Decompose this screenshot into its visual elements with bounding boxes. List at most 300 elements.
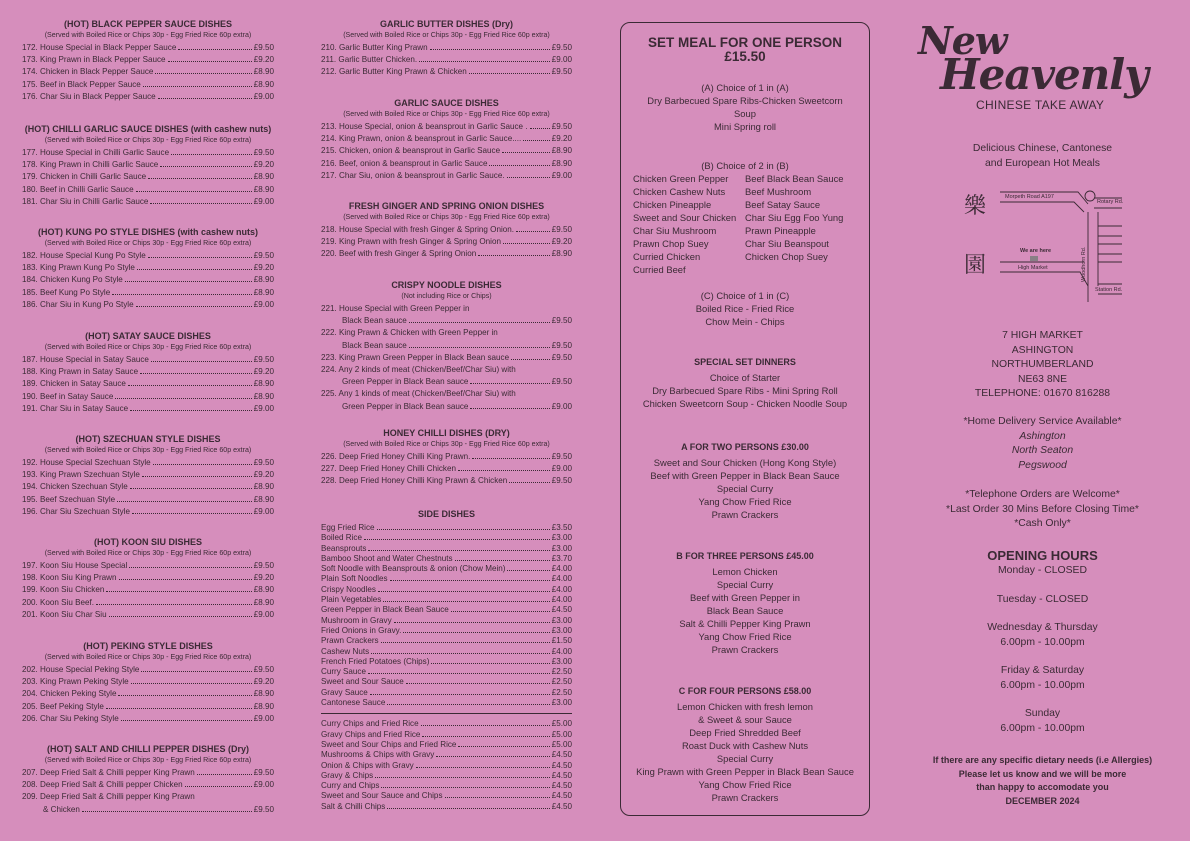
item-price: £9.20 (551, 237, 572, 247)
map-label-high-market: High Market (1018, 265, 1048, 271)
dot-leader (96, 598, 252, 605)
dot-leader (115, 392, 251, 399)
item-price: £3.00 (551, 656, 572, 666)
item-name: Sweet and Sour Sauce and Chips (321, 791, 443, 801)
served-note: (Served with Boiled Rice or Chips 30p - Egg Fried Rice 60p extra) (44, 136, 252, 144)
item-name: 214. King Prawn, onion & beansprout in Garlic Sauce.... (321, 134, 522, 144)
menu-item (22, 79, 274, 91)
dot-leader (387, 802, 549, 809)
section-title: (HOT) SALT AND CHILLI PEPPER DISHES (Dry) (46, 744, 249, 754)
dietary-line: DECEMBER 2024 (1005, 795, 1080, 806)
item-name: 187. House Special in Satay Sauce (22, 355, 149, 364)
menu-item (321, 54, 572, 66)
choice-c-item: Boiled Rice - Fried Rice (695, 303, 795, 314)
item-price: £4.00 (551, 584, 572, 594)
choice-b-item: Chicken Chop Suey (745, 251, 828, 262)
menu-item (321, 647, 572, 657)
item-name: 178. King Prawn in Chilli Garlic Sauce (22, 160, 159, 170)
item-price: £5.00 (551, 719, 572, 729)
dot-leader (381, 636, 550, 643)
menu-section (321, 428, 572, 488)
menu-item (22, 262, 274, 274)
side-dishes-section (321, 509, 572, 812)
menu-item (321, 791, 572, 801)
menu-item (321, 224, 572, 236)
dot-leader (394, 616, 550, 623)
for-two-item: Beef with Green Pepper in Black Bean Sauce (650, 470, 840, 481)
dot-leader (125, 275, 252, 282)
menu-item (22, 366, 274, 378)
for-three-item: Salt & Chilli Pepper King Prawn (679, 618, 811, 629)
dot-leader (416, 761, 550, 768)
choice-b-item: Beef Mushroom (745, 186, 812, 197)
menu-item (22, 287, 274, 299)
item-name: 202. House Special Peking Style (22, 665, 140, 674)
item-name: Plain Soft Noodles (321, 574, 388, 584)
item-name-line: 221. House Special with Green Pepper in (321, 304, 470, 313)
item-price: £9.50 (551, 340, 572, 350)
for-two-title: A FOR TWO PERSONS £30.00 (681, 442, 809, 452)
item-price: £9.00 (253, 609, 274, 619)
item-name: Bamboo Shoot and Water Chestnuts (321, 553, 453, 563)
item-price: £9.50 (551, 67, 572, 77)
menu-item (22, 506, 274, 518)
item-name: 182. House Special Kung Po Style (22, 251, 146, 260)
choice-b-item: Prawn Chop Suey (633, 238, 709, 249)
dot-leader (503, 237, 550, 244)
section-title: (HOT) SATAY SAUCE DISHES (85, 331, 211, 341)
dot-leader (82, 805, 252, 812)
address-line: NORTHUMBERLAND (991, 359, 1094, 370)
item-price: £9.00 (253, 506, 274, 516)
choice-a-item: Dry Barbecued Spare Ribs-Chicken Sweetcorn (647, 95, 843, 106)
menu-item (22, 804, 274, 816)
menu-item (321, 564, 572, 574)
item-name: 188. King Prawn in Satay Sauce (22, 367, 139, 377)
item-price: £8.90 (253, 701, 274, 711)
menu-item (321, 761, 572, 771)
item-name: 213. House Special, onion & beansprout in Garlic Sauce . (321, 122, 528, 131)
item-price: £8.90 (253, 494, 274, 504)
dot-leader (445, 791, 550, 798)
item-price: £9.00 (253, 299, 274, 309)
hours-tuesday: Tuesday - CLOSED (996, 593, 1089, 605)
dot-leader (136, 300, 252, 307)
dot-leader (119, 573, 252, 580)
menu-item (321, 352, 572, 364)
item-name: 200. Koon Siu Beef. (22, 597, 94, 607)
dot-leader (106, 702, 252, 709)
menu-item (321, 595, 572, 605)
dot-leader (523, 134, 550, 141)
svg-text:園: 園 (964, 253, 987, 278)
dot-leader (106, 585, 251, 592)
served-note: (Served with Boiled Rice or Chips 30p - Egg Fried Rice 60p extra) (44, 239, 252, 247)
item-price: £5.00 (551, 739, 572, 749)
item-name: 189. Chicken in Satay Sauce (22, 379, 126, 389)
for-two-item: Prawn Crackers (711, 509, 779, 520)
dot-leader (375, 771, 550, 778)
item-name: 185. Beef Kung Po Style (22, 287, 111, 297)
for-two-item: Sweet and Sour Chicken (Hong Kong Style) (653, 457, 837, 468)
item-name: 191. Char Siu in Satay Sauce (22, 403, 129, 413)
served-note: (Served with Boiled Rice or Chips 30p - Egg Fried Rice 60p extra) (44, 446, 252, 454)
item-name: Prawn Crackers (321, 636, 379, 646)
menu-item (321, 667, 572, 677)
menu-item (321, 463, 572, 475)
item-name: 217. Char Siu, onion & beansprout in Garlic Sauce. (321, 170, 505, 180)
item-name: Boiled Rice (321, 533, 362, 543)
item-name: 215. Chicken, onion & beansprout in Garlic Sauce (321, 146, 501, 156)
menu-item (321, 376, 572, 388)
item-price: £8.90 (551, 249, 572, 259)
dot-leader (109, 610, 252, 617)
served-note: (Served with Boiled Rice or Chips 30p - Egg Fried Rice 60p extra) (343, 110, 550, 118)
for-four-item: Prawn Crackers (711, 792, 779, 803)
hours-sunday: Sunday (1024, 708, 1061, 719)
item-price: £9.20 (253, 573, 274, 583)
dietary-line: If there are any specific dietary needs (i.e Allergies) (932, 755, 1153, 765)
item-name: 175. Beef in Black Pepper Sauce (22, 79, 141, 89)
section-title: (HOT) KOON SIU DISHES (93, 537, 202, 547)
item-name: 216. Beef, onion & beansprout in Garlic Sauce (321, 158, 488, 168)
item-price: £9.50 (253, 768, 274, 777)
for-four-item: Roast Duck with Cashew Nuts (681, 740, 809, 751)
item-name: 199. Koon Siu Chicken (22, 585, 105, 595)
item-name: 226. Deep Fried Honey Chilli King Prawn. (321, 452, 471, 461)
item-price: £4.50 (551, 801, 572, 811)
tagline-line-2: and European Hot Meals (985, 157, 1100, 169)
menu-section (22, 331, 274, 415)
dot-leader (470, 377, 549, 384)
menu-item (321, 636, 572, 646)
dot-leader (151, 355, 252, 362)
dot-leader (371, 647, 550, 654)
section-title: (HOT) KUNG PO STYLE DISHES (with cashew nuts) (37, 227, 259, 237)
for-four-item: Special Curry (716, 753, 774, 764)
item-price: £9.00 (551, 170, 572, 180)
served-note: (Served with Boiled Rice or Chips 30p - Egg Fried Rice 60p extra) (44, 343, 252, 351)
dot-leader (377, 523, 550, 530)
item-price: £2.50 (551, 667, 572, 677)
item-price: £9.50 (551, 452, 572, 461)
dot-leader (406, 677, 550, 684)
item-name: Green Pepper in Black Bean sauce (342, 401, 469, 411)
for-three-item: Beef with Green Pepper in (690, 592, 800, 603)
menu-item (22, 354, 274, 366)
item-name: 173. King Prawn in Black Pepper Sauce (22, 55, 166, 65)
item-name: Crispy Noodles (321, 584, 376, 594)
dot-leader (368, 544, 549, 551)
item-name: Cantonese Sauce (321, 698, 386, 708)
dot-leader (160, 160, 251, 167)
menu-item (22, 597, 274, 609)
menu-section (22, 744, 274, 816)
menu-item (321, 475, 572, 487)
for-four-title: C FOR FOUR PERSONS £58.00 (678, 686, 812, 696)
tagline (900, 142, 1185, 171)
menu-item (321, 574, 572, 584)
item-price: £9.20 (253, 470, 274, 480)
item-price: £9.50 (551, 476, 572, 486)
item-price: £8.90 (253, 391, 274, 401)
menu-item (22, 54, 274, 66)
for-two-item: Special Curry (716, 483, 774, 494)
dietary-line: than happy to accomodate you (976, 782, 1109, 792)
item-price: £9.20 (253, 55, 274, 65)
menu-item (22, 274, 274, 286)
hours-sunday-time: 6.00pm - 10.00pm (1000, 722, 1085, 734)
dot-leader (509, 476, 549, 483)
choice-a-label: (A) Choice of 1 in (A) (701, 82, 789, 93)
menu-section (22, 227, 274, 311)
item-price: £9.50 (551, 122, 572, 131)
menu-item (321, 451, 572, 463)
item-name: 203. King Prawn Peking Style (22, 677, 129, 687)
section-title: (HOT) BLACK PEPPER SAUCE DISHES (63, 19, 233, 29)
menu-item (22, 457, 274, 469)
menu-item (22, 494, 274, 506)
dot-leader (502, 146, 550, 153)
item-name: Curry Sauce (321, 667, 366, 677)
menu-item (321, 315, 572, 327)
for-three-item: Special Curry (716, 579, 774, 590)
item-price: £3.00 (551, 543, 572, 553)
item-price: £9.20 (551, 134, 572, 144)
menu-item (321, 698, 572, 708)
section-title: GARLIC BUTTER DISHES (Dry) (379, 19, 513, 29)
menu-item (321, 771, 572, 781)
for-four-item: Deep Fried Shredded Beef (689, 727, 801, 738)
item-price: £4.00 (551, 646, 572, 656)
menu-item (22, 91, 274, 103)
item-name: 211. Garlic Butter Chicken. (321, 55, 418, 65)
item-price: £9.00 (551, 401, 572, 411)
dot-leader (390, 574, 550, 581)
menu-item (321, 544, 572, 554)
menu-item (22, 391, 274, 403)
item-price: £9.20 (253, 367, 274, 377)
menu-item (22, 481, 274, 493)
menu-item (22, 171, 274, 183)
item-name: 198. Koon Siu King Prawn (22, 573, 117, 583)
dot-leader (148, 172, 252, 179)
dot-leader (403, 626, 549, 633)
item-price: £9.50 (253, 665, 274, 674)
item-price: £9.00 (253, 91, 274, 101)
dot-leader (409, 316, 550, 323)
served-note: (Served with Boiled Rice or Chips 30p - Egg Fried Rice 60p extra) (343, 213, 550, 221)
dot-leader (516, 225, 550, 232)
item-name: 181. Char Siu in Chilli Garlic Sauce (22, 196, 149, 206)
item-price: £8.90 (253, 482, 274, 492)
item-price: £8.90 (253, 67, 274, 77)
item-name-line: 222. King Prawn & Chicken with Green Pepper in (321, 328, 498, 338)
choice-b-item: Beef Black Bean Sauce (745, 173, 844, 184)
item-price: £4.00 (551, 574, 572, 584)
dot-leader (409, 341, 550, 348)
for-three-item: Prawn Crackers (711, 644, 779, 655)
menu-item (321, 121, 572, 133)
choice-b-item: Char Siu Mushroom (633, 225, 717, 236)
item-name: Green Pepper in Black Bean sauce (342, 377, 469, 387)
dot-leader (137, 263, 252, 270)
item-price: £2.50 (551, 677, 572, 687)
dot-leader (370, 688, 550, 695)
item-price: £4.50 (551, 781, 572, 791)
logo-new: New (918, 18, 1007, 63)
address-block (900, 329, 1185, 402)
dot-leader (368, 667, 550, 674)
item-price: £3.00 (551, 533, 572, 543)
choice-b-item: Char Siu Beanspout (745, 238, 829, 249)
item-price: £9.00 (253, 713, 274, 723)
item-name: Fried Onions in Gravy. (321, 625, 402, 635)
menu-section (22, 124, 274, 208)
dot-leader (185, 780, 252, 787)
dot-leader (383, 595, 549, 602)
dot-leader (148, 251, 252, 258)
served-note: (Served with Boiled Rice or Chips 30p - Egg Fried Rice 60p extra) (44, 549, 252, 557)
item-name: 194. Chicken Szechuan Style (22, 482, 128, 492)
dot-leader (436, 750, 549, 757)
item-price: £8.90 (551, 158, 572, 168)
choice-b-item: Chicken Cashew Nuts (633, 186, 726, 197)
item-name: Beansprouts (321, 543, 367, 553)
dot-leader (131, 677, 252, 684)
dot-leader (141, 665, 251, 672)
served-note: (Served with Boiled Rice or Chips 30p - Egg Fried Rice 60p extra) (44, 756, 252, 764)
menu-item (321, 401, 572, 413)
menu-item (22, 184, 274, 196)
item-name: Curry Chips and Fried Rice (321, 719, 419, 729)
choice-b-item: Char Siu Egg Foo Yung (745, 212, 844, 223)
section-title: FRESH GINGER AND SPRING ONION DISHES (348, 201, 545, 211)
menu-item (321, 554, 572, 564)
item-price: £9.50 (551, 225, 572, 234)
item-price: £9.50 (551, 316, 572, 326)
menu-item (22, 147, 274, 159)
special-set-item: Chicken Sweetcorn Soup - Chicken Noodle Soup (642, 398, 848, 409)
item-name: Gravy Chips and Fried Rice (321, 729, 421, 739)
item-name: 207. Deep Fried Salt & Chilli pepper King Prawn (22, 768, 195, 777)
menu-item (22, 378, 274, 390)
menu-section (22, 434, 274, 518)
menu-item (321, 248, 572, 260)
item-name: 192. House Special Szechuan Style (22, 458, 151, 467)
item-name: 183. King Prawn Kung Po Style (22, 263, 135, 273)
special-set-item: Choice of Starter (709, 372, 781, 383)
menu-item (22, 779, 274, 791)
item-name: Cashew Nuts (321, 646, 370, 656)
item-name: Black Bean sauce (342, 340, 407, 350)
dot-leader (128, 379, 252, 386)
item-name: Mushrooms & Chips with Gravy (321, 750, 435, 760)
item-name: French Fried Potatoes (Chips) (321, 656, 430, 666)
choice-b-item: Curried Chicken (633, 251, 701, 262)
choice-b-list (621, 172, 869, 276)
item-price: £9.50 (551, 43, 572, 52)
item-price: £8.90 (253, 287, 274, 297)
menu-item (321, 657, 572, 667)
menu-item (321, 523, 572, 533)
address-line: 7 HIGH MARKET (1002, 330, 1083, 341)
item-price: £9.50 (253, 355, 274, 364)
item-name: 196. Char Siu Szechuan Style (22, 506, 130, 516)
menu-item (321, 42, 572, 54)
brand-subtitle: CHINESE TAKE AWAY (976, 98, 1105, 112)
item-price: £9.20 (253, 677, 274, 687)
dot-leader (178, 43, 251, 50)
item-name: Sweet and Sour Sauce (321, 677, 404, 687)
item-price: £3.00 (551, 698, 572, 708)
item-name: 177. House Special in Chilli Garlic Sauce (22, 148, 170, 157)
menu-item (22, 664, 274, 676)
menu-section (321, 280, 572, 413)
dot-leader (364, 533, 550, 540)
served-note: (Served with Boiled Rice or Chips 30p - Egg Fried Rice 60p extra) (343, 440, 550, 448)
item-price: £4.50 (551, 750, 572, 760)
delivery-area: Ashington (1019, 430, 1066, 442)
dot-leader (387, 698, 549, 705)
orders-line: *Telephone Orders are Welcome* (965, 489, 1120, 500)
menu-item (22, 560, 274, 572)
item-name: 184. Chicken Kung Po Style (22, 275, 123, 285)
item-price: £9.00 (253, 403, 274, 413)
menu-item (321, 688, 572, 698)
dot-leader (168, 55, 252, 62)
map-label-rotary: Rotary Rd. (1097, 199, 1124, 205)
menu-item (321, 626, 572, 636)
menu-item (321, 585, 572, 595)
item-price: £9.20 (253, 160, 274, 170)
choice-b-label: (B) Choice of 2 in (B) (701, 160, 789, 171)
item-price: £4.50 (551, 605, 572, 615)
choice-b-item: Sweet and Sour Chicken (633, 212, 737, 223)
item-name: Mushroom in Gravy (321, 615, 392, 625)
dot-leader (132, 507, 252, 514)
item-name: Sweet and Sour Chips and Fried Rice (321, 739, 457, 749)
item-name: 201. Koon Siu Char Siu (22, 609, 107, 619)
menu-item (321, 340, 572, 352)
menu-item (321, 605, 572, 615)
choice-b-item: Curried Beef (633, 264, 686, 275)
menu-section (321, 19, 572, 79)
set-meal-title: SET MEAL FOR ONE PERSON (647, 35, 843, 50)
delivery-title: *Home Delivery Service Available* (963, 416, 1122, 427)
item-name: & Chicken (43, 804, 80, 814)
choice-c-label: (C) Choice of 1 in (C) (700, 290, 790, 301)
tagline-line-1: Delicious Chinese, Cantonese (972, 143, 1113, 154)
choice-b-item: Chicken Pineapple (633, 199, 712, 210)
dot-leader (431, 657, 549, 664)
item-name-line: 224. Any 2 kinds of meat (Chicken/Beef/Char Siu) with (321, 365, 516, 375)
menu-item (321, 158, 572, 170)
menu-section (22, 537, 274, 621)
dot-leader (121, 714, 252, 721)
served-note: (Not including Rice or Chips) (401, 292, 492, 300)
dot-leader (472, 452, 549, 459)
set-meal-box (620, 22, 870, 816)
item-price: £4.50 (551, 791, 572, 801)
choice-b-item: Beef Satay Sauce (745, 199, 821, 210)
item-name: 174. Chicken in Black Pepper Sauce (22, 67, 154, 77)
dietary-note (900, 754, 1185, 808)
dot-leader (451, 605, 550, 612)
menu-item (321, 616, 572, 626)
item-price: £2.50 (551, 687, 572, 697)
menu-item (321, 750, 572, 760)
